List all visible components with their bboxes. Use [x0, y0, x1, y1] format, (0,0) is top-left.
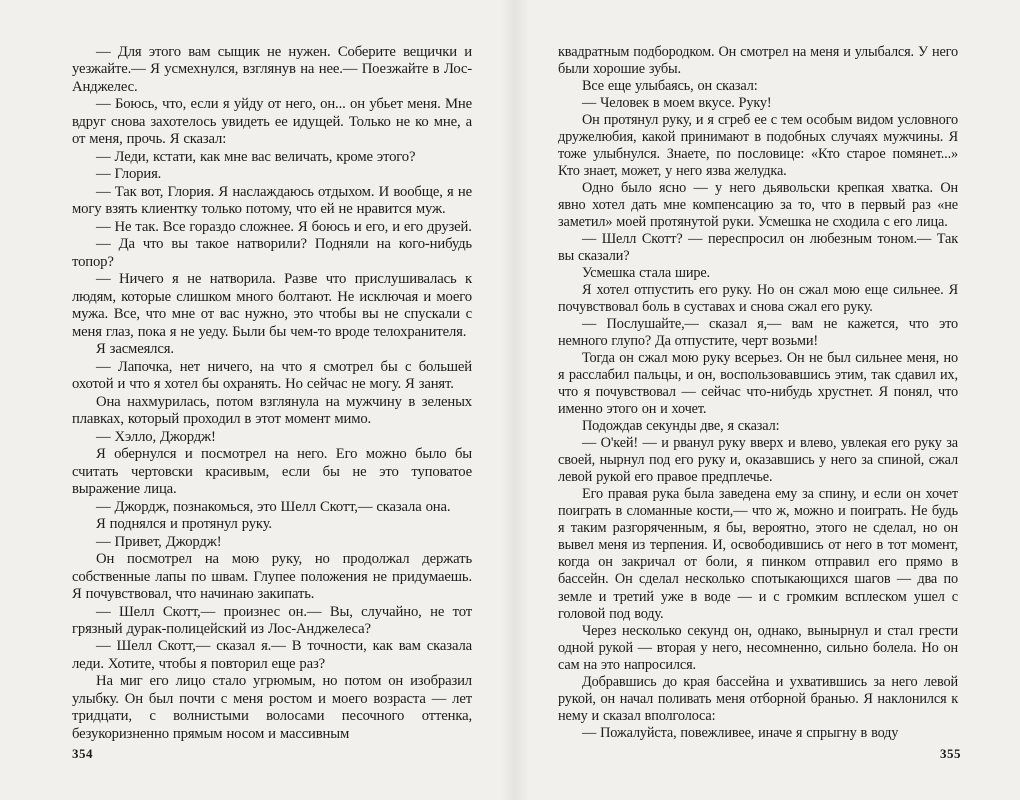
paragraph: — Человек в моем вкусе. Руку!: [582, 95, 772, 112]
paragraph: Одно было ясно — у него дьявольски крепкая хватка. Он явно хотел дать мне компенсацию за то, что в первый раз «не заметил» моей протянутой руки. Усмешка не сходила с его лица.: [558, 180, 958, 231]
paragraph: Подождав секунды две, я сказал:: [582, 418, 780, 435]
paragraph: — Джордж, познакомься, это Шелл Скотт,— сказала она.: [96, 498, 451, 515]
paragraph: — Леди, кстати, как мне вас величать, кроме этого?: [96, 148, 416, 165]
paragraph: — Шелл Скотт? — переспросил он любезным тоном.— Так вы сказали?: [558, 231, 958, 265]
paragraph: Он посмотрел на мою руку, но продолжал держать собственные лапы по швам. Глупее положения не придумаешь. Я почувствовал, что начинаю закипать.: [72, 551, 472, 603]
paragraph: Усмешка стала шире.: [582, 265, 710, 282]
paragraph: — Хэлло, Джордж!: [96, 428, 216, 445]
paragraph: — Шелл Скотт,— сказал я.— В точности, как вам сказала леди. Хотите, чтобы я повторил еще раз?: [72, 638, 472, 672]
paragraph: — Глория.: [96, 166, 162, 183]
paragraph: — Шелл Скотт,— произнес он.— Вы, случайно, не тот грязный дурак-полицейский из Лос-Анджелеса?: [72, 603, 472, 637]
left-page-text: [72, 44, 472, 743]
paragraph: — Лапочка, нет ничего, на что я смотрел бы с большей охотой и что я хотел бы охранять. Но сейчас не могу. Я занят.: [72, 358, 472, 393]
paragraph: Я хотел отпустить его руку. Но он сжал мою еще сильнее. Я почувствовал боль в суставах и снова сжал его руку.: [558, 282, 958, 316]
paragraph: На миг его лицо стало угрюмым, но потом он изобразил улыбку. Он был почти с меня ростом и моего возраста — лет тридцати, с волнистыми волосами песочного оттенка, безукоризненно прямым носом и массивным: [72, 673, 472, 742]
paragraph: — Привет, Джордж!: [96, 533, 222, 550]
paragraph: Я обернулся и посмотрел на него. Его можно было бы считать чертовски красивым, если бы не это туповатое выражение лица.: [72, 446, 472, 498]
paragraph: Все еще улыбаясь, он сказал:: [582, 78, 758, 95]
right-page-text: [558, 44, 958, 742]
paragraph: Добравшись до края бассейна и ухватившись за него левой рукой, он начал поливать меня отборной бранью. Я наклонился к нему и сказал вполголоса:: [558, 673, 958, 724]
paragraph: — Так вот, Глория. Я наслаждаюсь отдыхом. И вообще, я не могу взять клиентку только потому, что ей не нравится муж.: [72, 183, 472, 218]
gutter-shadow: [500, 0, 530, 800]
paragraph: Через несколько секунд он, однако, вынырнул и стал грести одной рукой — вторая у него, несомненно, сильно болела. Но он сам на это напросился.: [558, 622, 958, 673]
paragraph: Его правая рука была заведена ему за спину, и если он хочет поиграть в сломанные кости,— что ж, можно и поиграть. Не будь я таким разгоряченным, я бы, вероятно, этого не сделал, но он вывел меня из терпения. И, освободившись от него в тот момент, когда он закричал от боли, я пинком отправил его прямо в бассейн. Он сделал несколько спотыкающихся шагов — два по земле и третий уже в воде — и с громким всплеском ушел с головой под воду.: [558, 486, 958, 622]
paragraph: — Послушайте,— сказал я,— вам не кажется, что это немного глупо? Да отпустите, черт возьми!: [558, 316, 958, 350]
page-number-right: 355: [940, 746, 961, 761]
paragraph: Я засмеялся.: [96, 341, 174, 358]
paragraph: — Боюсь, что, если я уйду от него, он... он убьет меня. Мне вдруг снова захотелось увидеть ее идущей. Только не ко мне, а от меня, прочь. Я сказал:: [72, 96, 472, 148]
paragraph: квадратным подбородком. Он смотрел на меня и улыбался. У него были хорошие зубы.: [558, 44, 958, 78]
paragraph: — Не так. Все гораздо сложнее. Я боюсь и его, и его друзей.: [96, 218, 472, 235]
paragraph: — Пожалуйста, повежливее, иначе я спрыгну в воду: [582, 724, 899, 741]
paragraph: Тогда он сжал мою руку всерьез. Он не был сильнее меня, но я расслабил пальцы, и он, воспользовавшись этим, так сдавил их, что я почувствовал — сейчас что-нибудь хрустнет. Я понял, что именно этого он и хочет.: [558, 350, 958, 418]
page-number-left: 354: [72, 746, 93, 761]
paragraph: Он протянул руку, и я сгреб ее с тем особым видом условного дружелюбия, какой принимают в подобных случаях мужчины. Я тоже улыбнулся. Знаете, по пословице: «Кто старое помянет...» Кто знает, может, у него язва желудка.: [558, 112, 958, 180]
paragraph: — Да что вы такое натворили? Подняли на кого-нибудь топор?: [72, 236, 472, 270]
paragraph: — О'кей! — и рванул руку вверх и влево, увлекая его руку за своей, нырнул под его руку и, оказавшись у него за спиной, сжал левой рукой его правое предплечье.: [558, 435, 958, 486]
paragraph: — Ничего я не натворила. Разве что прислушивалась к людям, которые слишком много болтают. Не исключая и моего мужа. Все, что мне от вас нужно, это чтобы вы не спускали с меня глаз, пока я не уеду. Были бы чем-то вроде телохранителя.: [72, 271, 472, 340]
paragraph: Она нахмурилась, потом взглянула на мужчину в зеленых плавках, который проходил в этот момент мимо.: [72, 393, 472, 428]
paragraph: Я поднялся и протянул руку.: [96, 516, 272, 533]
paragraph: — Для этого вам сыщик не нужен. Соберите вещички и уезжайте.— Я усмехнулся, взглянув на нее.— Поезжайте в Лос-Анджелес.: [72, 44, 472, 95]
